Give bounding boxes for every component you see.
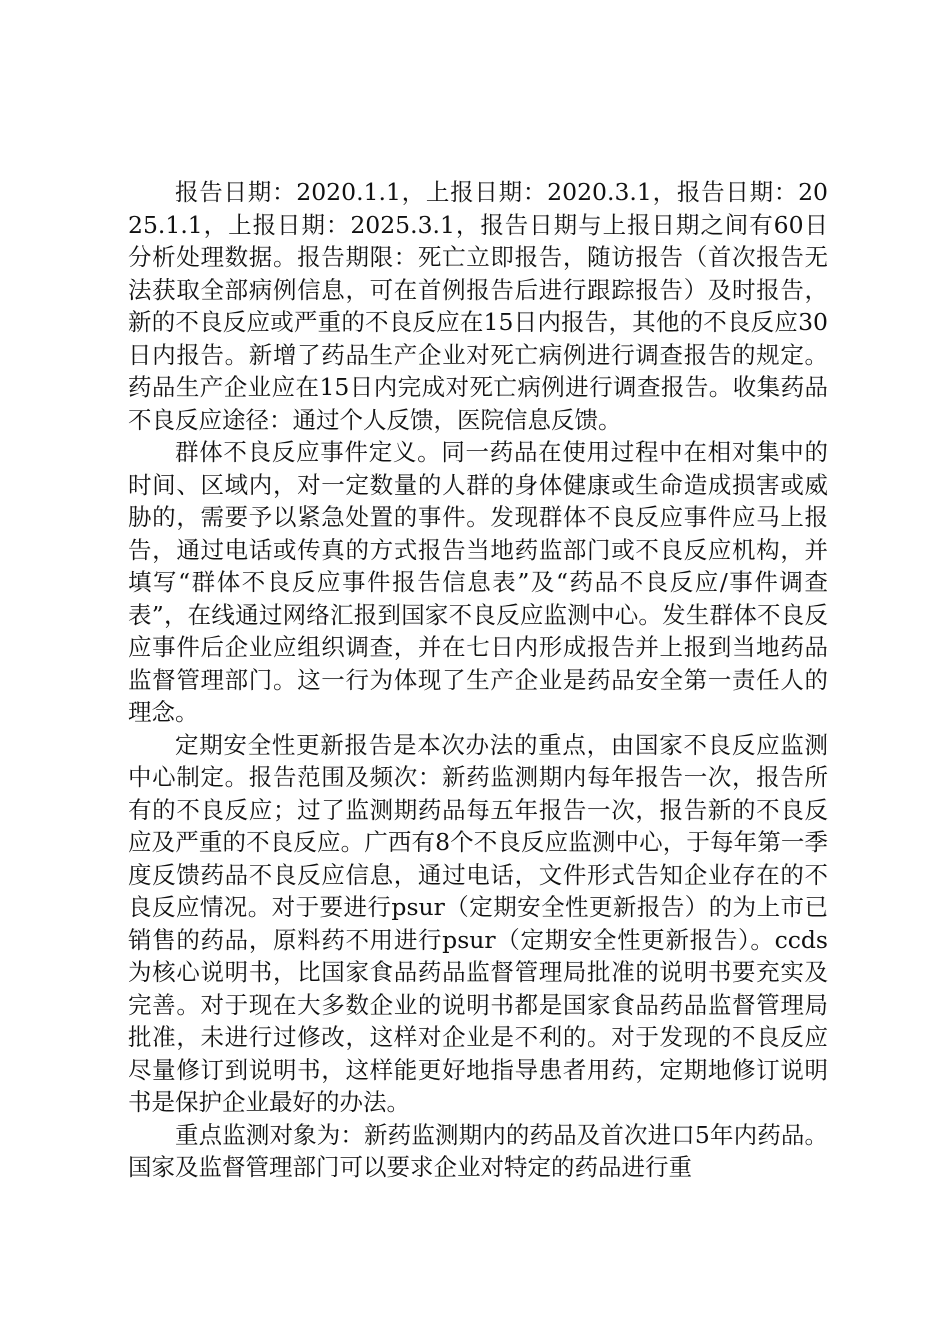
- paragraph-group-adverse-events: 群体不良反应事件定义。同一药品在使用过程中在相对集中的时间、区域内，对一定数量的人群的身体健康或生命造成损害或威胁的，需要予以紧急处置的事件。发现群体不良反应事件应马上报告，通过电话或传真的方式报告当地药监部门或不良反应机构，并填写“群体不良反应事件报告信息表”及“药品不良反应/事件调查表”，在线通过网络汇报到国家不良反应监测中心。发生群体不良反应事件后企业应组织调查，并在七日内形成报告并上报到当地药品监督管理部门。这一行为体现了生产企业是药品安全第一责任人的理念。: [128, 438, 828, 726]
- paragraph-psur: 定期安全性更新报告是本次办法的重点，由国家不良反应监测中心制定。报告范围及频次：新药监测期内每年报告一次，报告所有的不良反应；过了监测期药品每五年报告一次，报告新的不良反应及严重的不良反应。广西有8个不良反应监测中心，于每年第一季度反馈药品不良反应信息，通过电话，文件形式告知企业存在的不良反应情况。对于要进行psur（定期安全性更新报告）的为上市已销售的药品，原料药不用进行psur（定期安全性更新报告）。ccds为核心说明书，比国家食品药品监督管理局批准的说明书要充实及完善。对于现在大多数企业的说明书都是国家食品药品监督管理局批准，未进行过修改，这样对企业是不利的。对于发现的不良反应尽量修订到说明书，这样能更好地指导患者用药，定期地修订说明书是保护企业最好的办法。: [128, 730, 828, 1116]
- paragraph-report-deadlines: 报告日期：2020.1.1，上报日期：2020.3.1，报告日期：2025.1.1，上报日期：2025.3.1，报告日期与上报日期之间有60日分析处理数据。报告期限：死亡立即报告，随访报告（首次报告无法获取全部病例信息，可在首例报告后进行跟踪报告）及时报告，新的不良反应或严重的不良反应在15日内报告，其他的不良反应30日内报告。新增了药品生产企业对死亡病例进行调查报告的规定。药品生产企业应在15日内完成对死亡病例进行调查报告。收集药品不良反应途径：通过个人反馈，医院信息反馈。: [128, 178, 828, 434]
- document-body: [128, 176, 828, 1184]
- paragraph-key-monitoring: 重点监测对象为：新药监测期内的药品及首次进口5年内药品。国家及监督管理部门可以要求企业对特定的药品进行重: [128, 1120, 828, 1181]
